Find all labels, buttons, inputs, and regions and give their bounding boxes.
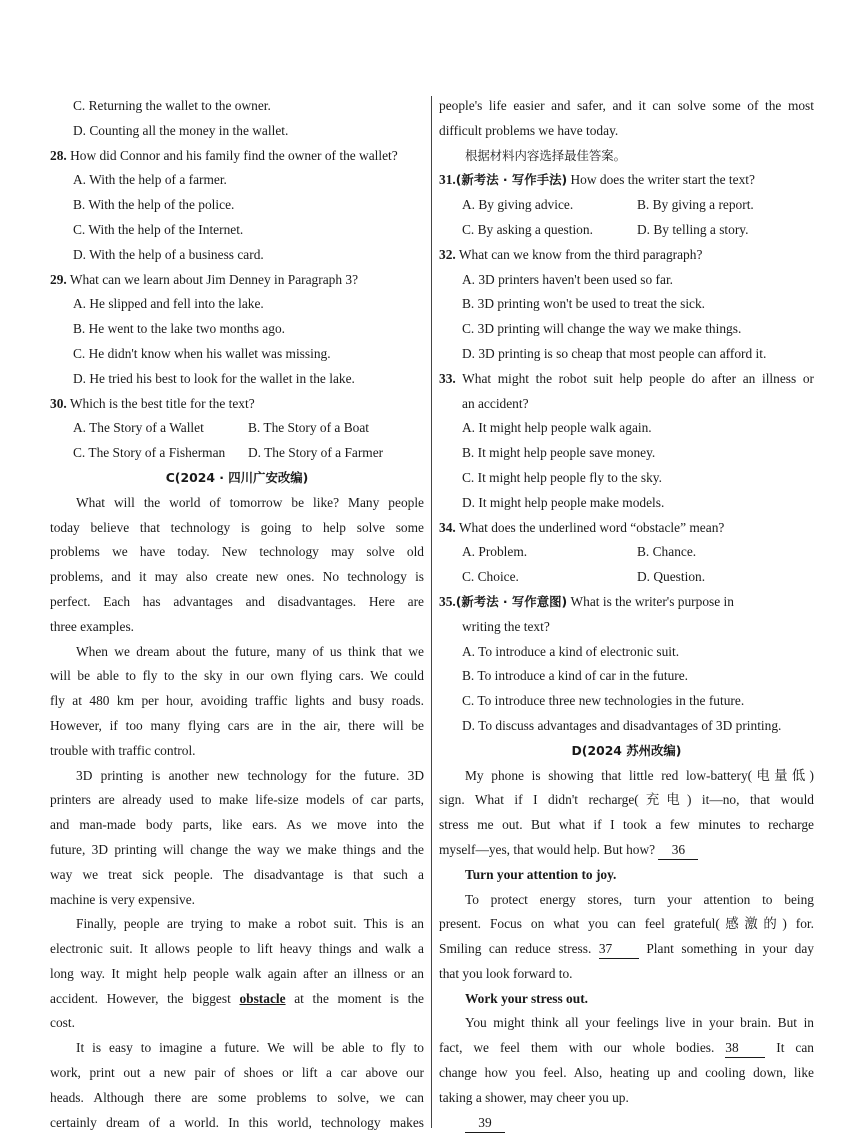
blank-38[interactable]: 38 <box>725 1039 765 1058</box>
question-28 <box>50 144 424 169</box>
question-text: What can we know from the third paragraph? <box>455 246 703 262</box>
question-34 <box>439 516 814 541</box>
question-31 <box>439 168 814 193</box>
q31-options-row-2 <box>439 218 814 243</box>
passage-line: people's life easier and safer, and it can solve some of the most <box>439 98 814 113</box>
q31-options-row-1 <box>439 193 814 218</box>
passage-line: fly at 480 km per hour, avoiding traffic lights and busy roads. <box>50 693 424 709</box>
q33-option-b: B. It might help people save money. <box>462 445 656 461</box>
passage-d-paragraph-3 <box>439 1011 814 1110</box>
q35-option-a: A. To introduce a kind of electronic suit. <box>462 643 680 659</box>
q31-option-c: C. By asking a question. <box>462 221 593 237</box>
passage-line: cost. <box>50 1015 75 1031</box>
q29-option-c: C. He didn't know when his wallet was missing. <box>73 345 331 361</box>
passage-line: present. Focus on what you can feel grateful(感激的) for. <box>439 916 814 932</box>
question-33 <box>439 367 814 392</box>
passage-line: My phone is showing that little red low-battery(电量低) <box>465 767 814 783</box>
q29-option-b: B. He went to the lake two months ago. <box>73 321 285 337</box>
passage-d-paragraph-1 <box>439 764 814 863</box>
passage-line: work, print out a new pair of shoes or lift a car above our <box>50 1065 424 1081</box>
q32-option-d: D. 3D printing is so cheap that most people can afford it. <box>462 345 767 361</box>
q34-option-b: B. Chance. <box>637 544 697 560</box>
passage-line: electronic suit. It allows people to lift heavy things and walk a <box>50 941 424 957</box>
question-text: What can we learn about Jim Denney in Paragraph 3? <box>66 271 359 287</box>
passage-line: problems we have today. New technology may solve old <box>50 544 424 560</box>
q34-option-d: D. Question. <box>637 569 706 585</box>
q33-option-c: C. It might help people fly to the sky. <box>462 469 662 485</box>
passage-line: heads. Although there are some problems to solve, we can <box>50 1089 424 1105</box>
q31-option-b: B. By giving a report. <box>637 197 754 213</box>
question-text: Which is the best title for the text? <box>66 395 255 411</box>
passage-line: perfect. Each has advantages and disadvantages. Here are <box>50 593 424 609</box>
q33-option-a: A. It might help people walk again. <box>462 420 652 436</box>
q34-option-c: C. Choice. <box>462 569 519 585</box>
passage-line <box>439 838 814 863</box>
underlined-word-obstacle: obstacle <box>239 990 286 1006</box>
passage-line <box>439 937 814 962</box>
passage-line: and man-made body parts, like ears. As we move into the <box>50 817 424 833</box>
passage-line: What will the world of tomorrow be like? Many people <box>76 494 424 510</box>
passage-d-paragraph-2 <box>439 888 814 987</box>
q29-option-a: A. He slipped and fell into the lake. <box>73 296 264 312</box>
passage-line <box>50 987 424 1012</box>
blank-37[interactable]: 37 <box>599 940 639 959</box>
question-number: 28. <box>50 147 67 163</box>
subheading-stress: Work your stress out. <box>465 990 589 1006</box>
q30-options-row-2 <box>50 441 424 466</box>
passage-line: change how you feel. Also, heating up and cooling down, like <box>439 1065 814 1081</box>
passage-c-paragraph-1 <box>50 491 424 640</box>
left-column <box>50 94 424 1135</box>
question-number: 33. <box>439 370 456 386</box>
passage-text: at the moment is the <box>285 990 424 1006</box>
q32-option-b: B. 3D printing won't be used to treat the sick. <box>462 296 706 312</box>
passage-line: It is easy to imagine a future. We will be able to fly to <box>76 1040 424 1056</box>
q28-option-d: D. With the help of a business card. <box>73 246 264 262</box>
question-29 <box>50 268 424 293</box>
q28-option-a: A. With the help of a farmer. <box>73 172 227 188</box>
passage-line: three examples. <box>50 618 135 634</box>
passage-text: myself—yes, that would help. But how? <box>439 841 659 857</box>
blank-39[interactable]: 39 <box>465 1114 505 1133</box>
passage-text: It can <box>765 1040 814 1056</box>
passage-line: today believe that technology is going to help solve some <box>50 519 424 535</box>
passage-line: However, if too many flying cars are in the air, there will be <box>50 717 424 733</box>
q28-option-c: C. With the help of the Internet. <box>73 221 244 237</box>
question-number: 31. <box>439 172 456 188</box>
q34-options-row-1 <box>439 540 814 565</box>
question-text: How does the writer start the text? <box>567 172 755 188</box>
question-number: 30. <box>50 395 67 411</box>
question-35-cont: writing the text? <box>462 618 550 634</box>
q27-option-d: D. Counting all the money in the wallet. <box>73 122 289 138</box>
question-text: What does the underlined word “obstacle” mean? <box>455 519 725 535</box>
passage-line: To protect energy stores, turn your attention to being <box>465 891 814 907</box>
passage-text: Smiling can reduce stress. <box>439 941 599 957</box>
question-30 <box>50 392 424 417</box>
blank-36[interactable]: 36 <box>658 841 698 860</box>
q31-option-a: A. By giving advice. <box>462 197 574 213</box>
instruction: 根据材料内容选择最佳答案。 <box>465 147 627 163</box>
passage-c-paragraph-5 <box>50 1036 424 1135</box>
question-text: What is the writer's purpose in <box>567 593 734 609</box>
passage-line: difficult problems we have today. <box>439 122 619 138</box>
passage-line: Finally, people are trying to make a robot suit. This is an <box>76 916 424 932</box>
q34-options-row-2 <box>439 565 814 590</box>
passage-line: taking a shower, may cheer you up. <box>439 1089 629 1105</box>
passage-line: When we dream about the future, many of us think that we <box>76 643 424 659</box>
question-tag: (新考法 · 写作手法) <box>455 172 568 188</box>
q29-option-d: D. He tried his best to look for the wallet in the lake. <box>73 370 355 386</box>
passage-c-paragraph-3 <box>50 764 424 913</box>
passage-text: Plant something in your day <box>638 941 814 957</box>
passage-line: future, 3D printing will change the way we make things and the <box>50 841 424 857</box>
question-32 <box>439 243 814 268</box>
q32-option-a: A. 3D printers haven't been used so far. <box>462 271 674 287</box>
passage-line: trouble with traffic control. <box>50 742 196 758</box>
question-number: 35. <box>439 593 456 609</box>
passage-c-paragraph-4 <box>50 912 424 1036</box>
q33-option-d: D. It might help people make models. <box>462 494 665 510</box>
passage-text: accident. However, the biggest <box>50 990 240 1006</box>
question-tag: (新考法 · 写作意图) <box>455 593 568 609</box>
q34-option-a: A. Problem. <box>462 544 528 560</box>
passage-line: will be able to fly to the sky in our own flying cars. We could <box>50 668 424 684</box>
passage-line: stress me out. But what if I took a few minutes to recharge <box>439 817 814 833</box>
section-d-heading: D(2024 苏州改编) <box>571 742 682 758</box>
q35-option-d: D. To discuss advantages and disadvantages of 3D printing. <box>462 717 782 733</box>
question-number: 29. <box>50 271 67 287</box>
passage-line: 3D printing is another new technology for the future. 3D <box>76 767 424 783</box>
subheading-joy: Turn your attention to joy. <box>465 866 617 882</box>
passage-line: that you look forward to. <box>439 965 573 981</box>
passage-line: way we treat sick people. The disadvantage is that such a <box>50 866 424 882</box>
question-text: What might the robot suit help people do after an illness or <box>455 370 814 386</box>
passage-line <box>439 1036 814 1061</box>
q35-option-c: C. To introduce three new technologies in the future. <box>462 693 745 709</box>
passage-line: machine is very expensive. <box>50 891 196 907</box>
passage-line: problems, and it may also create new ones. No technology is <box>50 569 424 585</box>
passage-text: fact, we feel them with our whole bodies. <box>439 1040 726 1056</box>
passage-line <box>439 1111 814 1136</box>
question-text: How did Connor and his family find the owner of the wallet? <box>66 147 398 163</box>
passage-line: certainly dream of a world. In this world, technology makes <box>50 1114 424 1130</box>
column-divider <box>431 96 432 1128</box>
q30-option-d: D. The Story of a Farmer <box>248 445 384 461</box>
passage-c-paragraph-2 <box>50 640 424 764</box>
q30-option-b: B. The Story of a Boat <box>248 420 369 436</box>
right-column <box>439 94 814 1135</box>
question-number: 34. <box>439 519 456 535</box>
q30-option-c: C. The Story of a Fisherman <box>73 445 226 461</box>
q32-option-c: C. 3D printing will change the way we make things. <box>462 321 742 337</box>
passage-line: You might think all your feelings live in your brain. But in <box>465 1015 814 1031</box>
passage-line: sign. What if I didn't recharge(充电) it—no, that would <box>439 792 814 808</box>
section-c-heading: C(2024 · 四川广安改编) <box>165 469 309 485</box>
passage-line: printers are already used to make life-size models of car parts, <box>50 792 424 808</box>
q28-option-b: B. With the help of the police. <box>73 197 235 213</box>
q30-option-a: A. The Story of a Wallet <box>73 420 204 436</box>
q30-options-row-1 <box>50 416 424 441</box>
passage-line: long way. It might help people walk again after an illness or an <box>50 965 424 981</box>
q31-option-d: D. By telling a story. <box>637 221 749 237</box>
q35-option-b: B. To introduce a kind of car in the future. <box>462 668 689 684</box>
q27-option-c: C. Returning the wallet to the owner. <box>73 98 271 113</box>
question-35 <box>439 590 814 615</box>
question-number: 32. <box>439 246 456 262</box>
question-33-cont: an accident? <box>462 395 529 411</box>
